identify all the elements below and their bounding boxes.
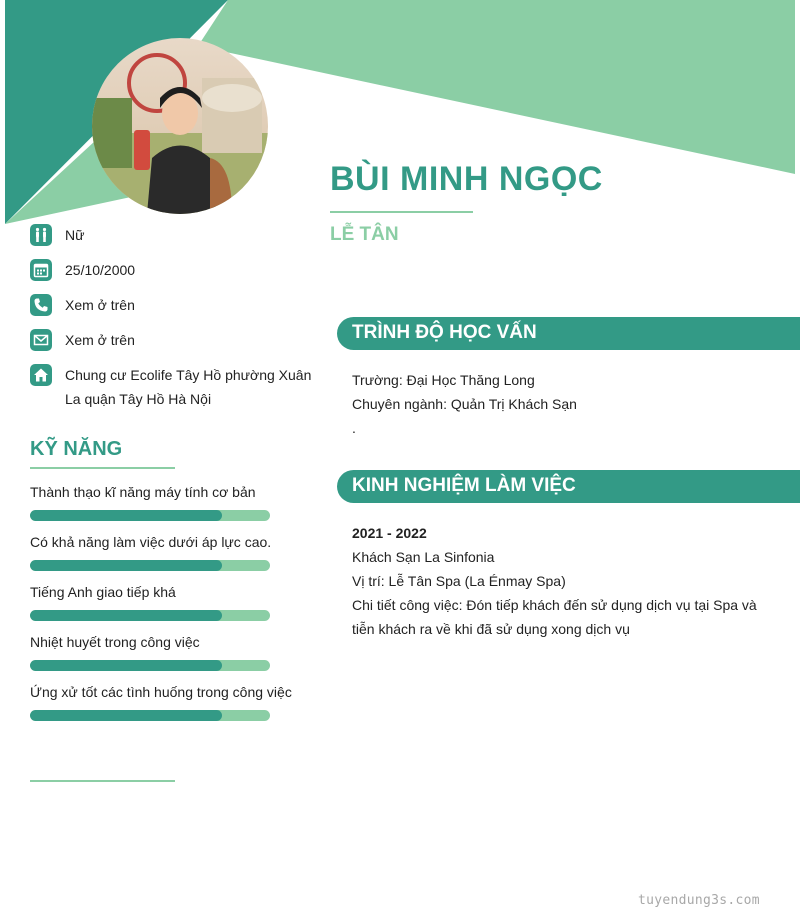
skill-item [30,632,330,682]
gender-icon [30,224,52,246]
experience-details: Chi tiết công việc: Đón tiếp khách đến sử dụng dịch vụ tại Spa và tiễn khách ra về khi đã sử dụng xong dịch vụ [352,597,757,637]
education-extra: . [352,420,356,436]
contact-address-text: Chung cư Ecolife Tây Hồ phường Xuân La quận Tây Hồ Hà Nội [65,367,312,407]
contact-phone-text: Xem ở trên [65,297,135,313]
experience-content [352,521,782,641]
education-content [352,368,577,440]
skill-item [30,682,330,732]
skill-bar-fill [30,710,222,721]
experience-title: KINH NGHIỆM LÀM VIỆC [352,475,576,496]
skill-label: Tiếng Anh giao tiếp khá [30,584,176,600]
skill-item [30,482,330,532]
candidate-name: BÙI MINH NGỌC [330,160,603,198]
skill-bar [30,610,270,621]
skill-bar-fill [30,660,222,671]
skill-bar [30,510,270,521]
candidate-position: LỄ TÂN [330,224,399,245]
skill-label: Ứng xử tốt các tình huống trong công việc [30,684,292,700]
experience-role: Vị trí: Lễ Tân Spa (La Énmay Spa) [352,573,566,589]
section-divider [30,780,175,782]
education-school: Trường: Đại Học Thăng Long [352,372,535,388]
skill-label: Thành thạo kĩ năng máy tính cơ bản [30,484,256,500]
calendar-icon [30,259,52,281]
education-major: Chuyên ngành: Quản Trị Khách Sạn [352,396,577,412]
education-header [337,317,800,350]
skill-label: Có khả năng làm việc dưới áp lực cao. [30,534,272,550]
skill-bar [30,660,270,671]
skill-item [30,582,330,632]
contact-gender [30,224,320,247]
skill-bar-fill [30,560,222,571]
contact-phone [30,294,320,317]
name-underline [330,211,473,213]
skills-title: KỸ NĂNG [30,438,123,460]
watermark: tuyendung3s.com [638,893,760,908]
experience-company: Khách Sạn La Sinfonia [352,549,495,565]
contact-list [30,224,320,423]
skills-underline [30,467,175,469]
skill-bar [30,710,270,721]
email-icon [30,329,52,351]
skill-bar [30,560,270,571]
home-icon [30,364,52,386]
contact-email [30,329,320,352]
skill-label: Nhiệt huyết trong công việc [30,634,200,650]
contact-gender-text: Nữ [65,227,85,243]
contact-email-text: Xem ở trên [65,332,135,348]
skill-bar-fill [30,610,222,621]
skill-item [30,532,330,582]
skills-list [30,482,330,732]
phone-icon [30,294,52,316]
light-green-band [198,0,795,174]
contact-birthday-text: 25/10/2000 [65,262,136,278]
contact-address [30,364,320,411]
experience-years: 2021 - 2022 [352,525,427,541]
skill-bar-fill [30,510,222,521]
education-title: TRÌNH ĐỘ HỌC VẤN [352,322,537,343]
profile-photo [92,38,268,214]
contact-birthday [30,259,320,282]
experience-header [337,470,800,503]
